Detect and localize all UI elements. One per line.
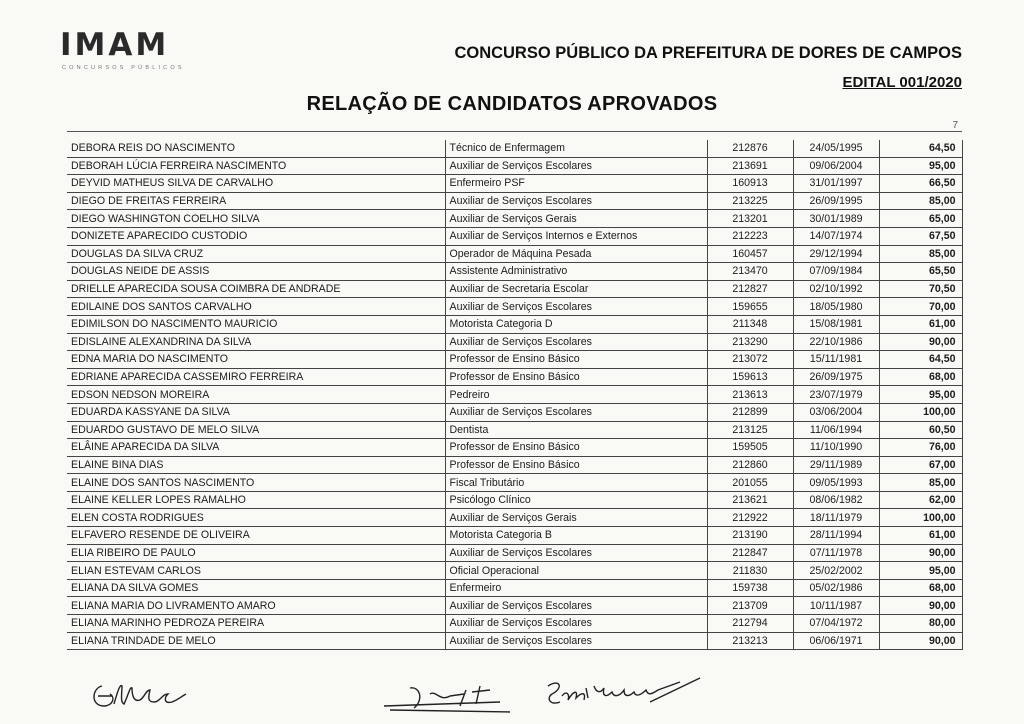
birth-date: 15/08/1981 xyxy=(793,315,879,333)
candidate-position: Professor de Ensino Básico xyxy=(445,368,707,386)
birth-date: 22/10/1986 xyxy=(793,333,879,351)
page-number: 7 xyxy=(952,120,958,131)
candidate-position: Motorista Categoria B xyxy=(445,527,707,545)
table-row xyxy=(67,140,962,157)
table-row xyxy=(67,210,962,228)
candidate-name: ELEN COSTA RODRIGUES xyxy=(67,509,445,527)
birth-date: 02/10/1992 xyxy=(793,280,879,298)
birth-date: 31/01/1997 xyxy=(793,175,879,193)
registration-number: 213190 xyxy=(707,527,793,545)
birth-date: 09/05/1993 xyxy=(793,474,879,492)
birth-date: 18/05/1980 xyxy=(793,298,879,316)
score: 100,00 xyxy=(879,403,962,421)
candidate-name: EDISLAINE ALEXANDRINA DA SILVA xyxy=(67,333,445,351)
header-rule xyxy=(67,131,962,132)
candidate-position: Assistente Administrativo xyxy=(445,263,707,281)
birth-date: 06/06/1971 xyxy=(793,632,879,650)
candidate-position: Enfermeiro PSF xyxy=(445,175,707,193)
table-row xyxy=(67,333,962,351)
table-row xyxy=(67,351,962,369)
edital-number: EDITAL 001/2020 xyxy=(842,74,962,91)
score: 68,00 xyxy=(879,579,962,597)
table-row xyxy=(67,227,962,245)
candidate-name: EDSON NEDSON MOREIRA xyxy=(67,386,445,404)
candidate-position: Dentista xyxy=(445,421,707,439)
registration-number: 213691 xyxy=(707,157,793,175)
table-row xyxy=(67,456,962,474)
candidate-name: EDIMILSON DO NASCIMENTO MAURICIO xyxy=(67,315,445,333)
birth-date: 25/02/2002 xyxy=(793,562,879,580)
candidate-name: ELIA RIBEIRO DE PAULO xyxy=(67,544,445,562)
score: 80,00 xyxy=(879,615,962,633)
score: 70,50 xyxy=(879,280,962,298)
score: 95,00 xyxy=(879,562,962,580)
candidate-position: Professor de Ensino Básico xyxy=(445,351,707,369)
table-row xyxy=(67,562,962,580)
table-row xyxy=(67,298,962,316)
candidate-name: EDUARDA KASSYANE DA SILVA xyxy=(67,403,445,421)
score: 95,00 xyxy=(879,386,962,404)
signature-2 xyxy=(380,682,520,716)
birth-date: 11/10/1990 xyxy=(793,439,879,457)
registration-number: 159505 xyxy=(707,439,793,457)
birth-date: 15/11/1981 xyxy=(793,351,879,369)
candidate-position: Auxiliar de Serviços Escolares xyxy=(445,403,707,421)
score: 64,50 xyxy=(879,140,962,157)
table-row xyxy=(67,579,962,597)
registration-number: 213201 xyxy=(707,210,793,228)
registration-number: 213125 xyxy=(707,421,793,439)
candidate-position: Professor de Ensino Básico xyxy=(445,439,707,457)
score: 67,00 xyxy=(879,456,962,474)
score: 62,00 xyxy=(879,491,962,509)
candidate-name: ELIANA DA SILVA GOMES xyxy=(67,579,445,597)
score: 85,00 xyxy=(879,192,962,210)
registration-number: 213470 xyxy=(707,263,793,281)
candidate-position: Auxiliar de Secretaria Escolar xyxy=(445,280,707,298)
candidate-name: DIEGO DE FREITAS FERREIRA xyxy=(67,192,445,210)
table-row xyxy=(67,175,962,193)
candidate-name: DONIZETE APARECIDO CUSTODIO xyxy=(67,227,445,245)
registration-number: 212794 xyxy=(707,615,793,633)
score: 67,50 xyxy=(879,227,962,245)
registration-number: 201055 xyxy=(707,474,793,492)
candidate-name: DOUGLAS DA SILVA CRUZ xyxy=(67,245,445,263)
registration-number: 212899 xyxy=(707,403,793,421)
birth-date: 18/11/1979 xyxy=(793,509,879,527)
score: 90,00 xyxy=(879,597,962,615)
birth-date: 10/11/1987 xyxy=(793,597,879,615)
candidate-position: Enfermeiro xyxy=(445,579,707,597)
candidate-name: DIEGO WASHINGTON COELHO SILVA xyxy=(67,210,445,228)
table-row xyxy=(67,280,962,298)
contest-title: CONCURSO PÚBLICO DA PREFEITURA DE DORES DE CAMPOS xyxy=(454,44,962,62)
birth-date: 07/11/1978 xyxy=(793,544,879,562)
birth-date: 09/06/2004 xyxy=(793,157,879,175)
registration-number: 212847 xyxy=(707,544,793,562)
score: 60,50 xyxy=(879,421,962,439)
table-row xyxy=(67,597,962,615)
score: 90,00 xyxy=(879,544,962,562)
birth-date: 07/04/1972 xyxy=(793,615,879,633)
candidate-name: DOUGLAS NEIDE DE ASSIS xyxy=(67,263,445,281)
registration-number: 211830 xyxy=(707,562,793,580)
signature-1 xyxy=(90,676,200,714)
table-row xyxy=(67,157,962,175)
candidate-name: ELFAVERO RESENDE DE OLIVEIRA xyxy=(67,527,445,545)
score: 64,50 xyxy=(879,351,962,369)
birth-date: 03/06/2004 xyxy=(793,403,879,421)
candidate-name: EDUARDO GUSTAVO DE MELO SILVA xyxy=(67,421,445,439)
registration-number: 211348 xyxy=(707,315,793,333)
registration-number: 213225 xyxy=(707,192,793,210)
registration-number: 159655 xyxy=(707,298,793,316)
table-row xyxy=(67,491,962,509)
registration-number: 212223 xyxy=(707,227,793,245)
table-body xyxy=(67,140,962,650)
score: 61,00 xyxy=(879,315,962,333)
table-row xyxy=(67,421,962,439)
registration-number: 213213 xyxy=(707,632,793,650)
table-row xyxy=(67,245,962,263)
table-row xyxy=(67,263,962,281)
registration-number: 213290 xyxy=(707,333,793,351)
score: 61,00 xyxy=(879,527,962,545)
candidate-position: Auxiliar de Serviços Escolares xyxy=(445,615,707,633)
score: 66,50 xyxy=(879,175,962,193)
score: 90,00 xyxy=(879,333,962,351)
candidate-position: Fiscal Tributário xyxy=(445,474,707,492)
score: 90,00 xyxy=(879,632,962,650)
candidate-position: Motorista Categoria D xyxy=(445,315,707,333)
signature-3 xyxy=(540,672,710,716)
candidate-position: Psicólogo Clínico xyxy=(445,491,707,509)
candidate-position: Auxiliar de Serviços Escolares xyxy=(445,544,707,562)
birth-date: 14/07/1974 xyxy=(793,227,879,245)
candidate-position: Auxiliar de Serviços Escolares xyxy=(445,192,707,210)
birth-date: 07/09/1984 xyxy=(793,263,879,281)
candidate-position: Auxiliar de Serviços Escolares xyxy=(445,298,707,316)
birth-date: 28/11/1994 xyxy=(793,527,879,545)
score: 70,00 xyxy=(879,298,962,316)
candidate-position: Auxiliar de Serviços Escolares xyxy=(445,632,707,650)
candidate-position: Auxiliar de Serviços Gerais xyxy=(445,509,707,527)
candidate-name: ELIANA MARIA DO LIVRAMENTO AMARO xyxy=(67,597,445,615)
table-row xyxy=(67,403,962,421)
candidate-name: DRIELLE APARECIDA SOUSA COIMBRA DE ANDRADE xyxy=(67,280,445,298)
score: 76,00 xyxy=(879,439,962,457)
page-title: RELAÇÃO DE CANDIDATOS APROVADOS xyxy=(306,93,718,115)
birth-date: 26/09/1975 xyxy=(793,368,879,386)
table-row xyxy=(67,192,962,210)
candidate-name: ELIANA MARINHO PEDROZA PEREIRA xyxy=(67,615,445,633)
table-row xyxy=(67,632,962,650)
candidate-name: EDILAINE DOS SANTOS CARVALHO xyxy=(67,298,445,316)
candidate-position: Auxiliar de Serviços Escolares xyxy=(445,333,707,351)
candidate-position: Operador de Máquina Pesada xyxy=(445,245,707,263)
candidate-position: Auxiliar de Serviços Internos e Externos xyxy=(445,227,707,245)
registration-number: 213072 xyxy=(707,351,793,369)
table-row xyxy=(67,509,962,527)
candidate-name: ELAINE KELLER LOPES RAMALHO xyxy=(67,491,445,509)
table-row xyxy=(67,615,962,633)
birth-date: 23/07/1979 xyxy=(793,386,879,404)
birth-date: 24/05/1995 xyxy=(793,140,879,157)
registration-number: 213709 xyxy=(707,597,793,615)
birth-date: 26/09/1995 xyxy=(793,192,879,210)
logo-subtitle: CONCURSOS PÚBLICOS xyxy=(62,65,185,71)
score: 65,00 xyxy=(879,210,962,228)
candidate-position: Auxiliar de Serviços Escolares xyxy=(445,157,707,175)
score: 85,00 xyxy=(879,474,962,492)
candidate-position: Professor de Ensino Básico xyxy=(445,456,707,474)
table-row xyxy=(67,474,962,492)
score: 85,00 xyxy=(879,245,962,263)
registration-number: 212876 xyxy=(707,140,793,157)
candidate-name: EDNA MARIA DO NASCIMENTO xyxy=(67,351,445,369)
imam-logo xyxy=(60,27,210,71)
registration-number: 160913 xyxy=(707,175,793,193)
birth-date: 29/12/1994 xyxy=(793,245,879,263)
candidate-position: Oficial Operacional xyxy=(445,562,707,580)
score: 100,00 xyxy=(879,509,962,527)
birth-date: 11/06/1994 xyxy=(793,421,879,439)
registration-number: 159738 xyxy=(707,579,793,597)
candidate-name: ELÂINE APARECIDA DA SILVA xyxy=(67,439,445,457)
approved-candidates-table xyxy=(67,140,963,650)
table-row xyxy=(67,527,962,545)
registration-number: 159613 xyxy=(707,368,793,386)
candidate-name: DEBORAH LÚCIA FERREIRA NASCIMENTO xyxy=(67,157,445,175)
score: 95,00 xyxy=(879,157,962,175)
candidate-name: ELAINE BINA DIAS xyxy=(67,456,445,474)
table-row xyxy=(67,439,962,457)
candidate-name: EDRIANE APARECIDA CASSEMIRO FERREIRA xyxy=(67,368,445,386)
registration-number: 213613 xyxy=(707,386,793,404)
score: 65,50 xyxy=(879,263,962,281)
table-row xyxy=(67,544,962,562)
candidate-position: Auxiliar de Serviços Gerais xyxy=(445,210,707,228)
birth-date: 08/06/1982 xyxy=(793,491,879,509)
registration-number: 212860 xyxy=(707,456,793,474)
table-row xyxy=(67,386,962,404)
table-row xyxy=(67,315,962,333)
candidate-name: ELAINE DOS SANTOS NASCIMENTO xyxy=(67,474,445,492)
candidate-position: Pedreiro xyxy=(445,386,707,404)
birth-date: 30/01/1989 xyxy=(793,210,879,228)
candidate-position: Técnico de Enfermagem xyxy=(445,140,707,157)
logo-wordmark: IMAM xyxy=(60,27,170,63)
score: 68,00 xyxy=(879,368,962,386)
birth-date: 29/11/1989 xyxy=(793,456,879,474)
candidate-name: DEYVID MATHEUS SILVA DE CARVALHO xyxy=(67,175,445,193)
candidate-name: ELIANA TRINDADE DE MELO xyxy=(67,632,445,650)
birth-date: 05/02/1986 xyxy=(793,579,879,597)
candidate-name: ELIAN ESTEVAM CARLOS xyxy=(67,562,445,580)
registration-number: 212827 xyxy=(707,280,793,298)
registration-number: 160457 xyxy=(707,245,793,263)
registration-number: 212922 xyxy=(707,509,793,527)
registration-number: 213621 xyxy=(707,491,793,509)
candidate-position: Auxiliar de Serviços Escolares xyxy=(445,597,707,615)
candidate-name: DEBORA REIS DO NASCIMENTO xyxy=(67,140,445,157)
table-row xyxy=(67,368,962,386)
